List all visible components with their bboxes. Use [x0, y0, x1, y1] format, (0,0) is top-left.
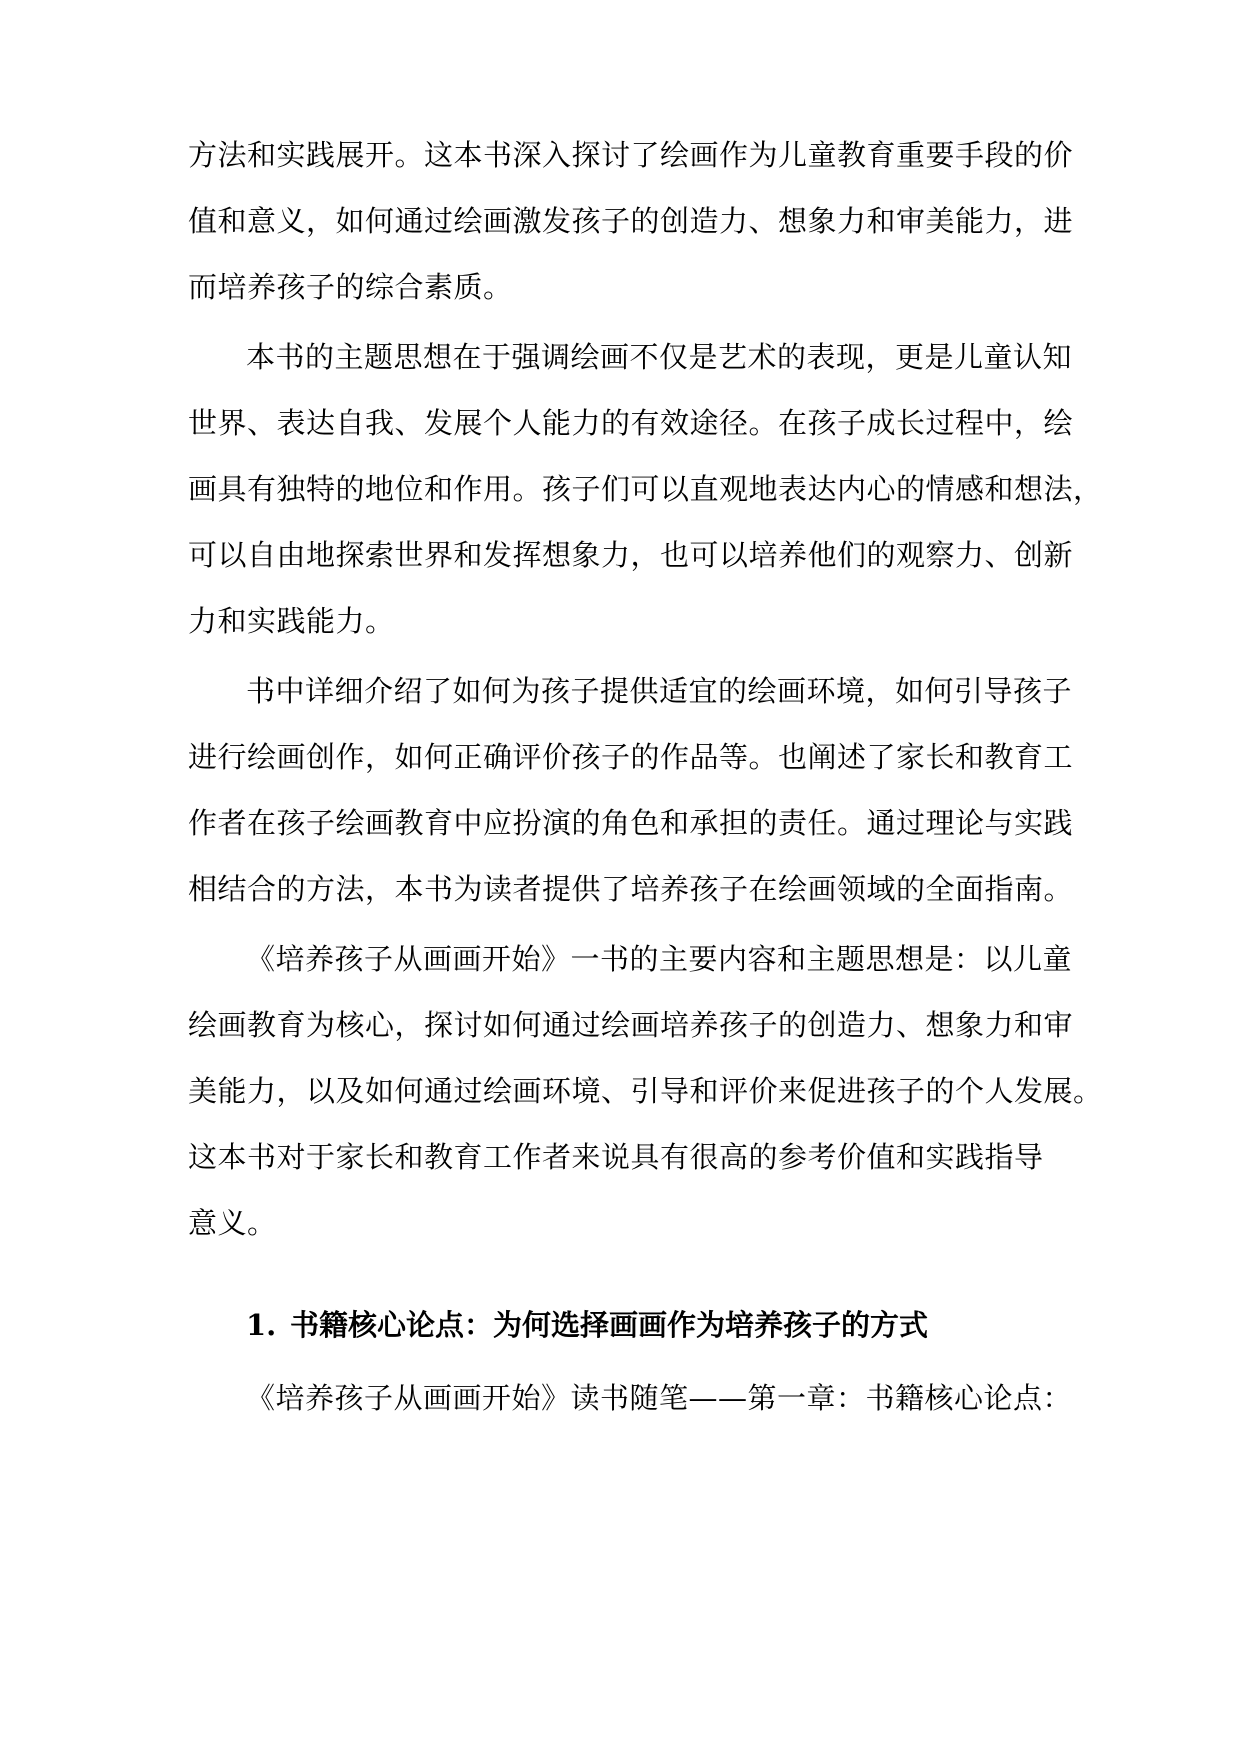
paragraph-4-line-2: 绘画教育为核心，探讨如何通过绘画培养孩子的创造力、想象力和审: [188, 1008, 1074, 1042]
paragraph-2-line-2: 世界、表达自我、发展个人能力的有效途径。在孩子成长过程中，绘: [188, 406, 1074, 440]
paragraph-3-line-3: 作者在孩子绘画教育中应扮演的角色和承担的责任。通过理论与实践: [188, 806, 1074, 840]
final-paragraph-line: 《培养孩子从画画开始》读书随笔——第一章：书籍核心论点：: [246, 1381, 1073, 1415]
paragraph-1-line-2: 值和意义，如何通过绘画激发孩子的创造力、想象力和审美能力，进: [188, 204, 1074, 238]
paragraph-4-line-1: 《培养孩子从画画开始》一书的主要内容和主题思想是：以儿童: [246, 942, 1073, 976]
paragraph-2-line-5: 力和实践能力。: [188, 604, 395, 638]
paragraph-4-line-4: 这本书对于家长和教育工作者来说具有很高的参考价值和实践指导: [188, 1140, 1044, 1174]
section-heading: [246, 1305, 928, 1345]
paragraph-1-line-3: 而培养孩子的综合素质。: [188, 270, 513, 304]
paragraph-4-line-3: 美能力，以及如何通过绘画环境、引导和评价来促进孩子的个人发展。: [188, 1074, 1103, 1108]
paragraph-2-line-4: 可以自由地探索世界和发挥想象力，也可以培养他们的观察力、创新: [188, 538, 1074, 572]
paragraph-3-line-4: 相结合的方法，本书为读者提供了培养孩子在绘画领域的全面指南。: [188, 872, 1074, 906]
paragraph-2-line-3: 画具有独特的地位和作用。孩子们可以直观地表达内心的情感和想法，: [188, 472, 1103, 506]
paragraph-4-line-5: 意义。: [188, 1206, 277, 1240]
section-heading-text: 书籍核心论点：为何选择画画作为培养孩子的方式: [290, 1308, 929, 1342]
paragraph-1-line-1: 方法和实践展开。这本书深入探讨了绘画作为儿童教育重要手段的价: [188, 138, 1074, 172]
section-heading-number: 1.: [246, 1308, 277, 1342]
paragraph-3-line-1: 书中详细介绍了如何为孩子提供适宜的绘画环境，如何引导孩子: [246, 674, 1073, 708]
paragraph-2-line-1: 本书的主题思想在于强调绘画不仅是艺术的表现，更是儿童认知: [246, 340, 1073, 374]
paragraph-3-line-2: 进行绘画创作，如何正确评价孩子的作品等。也阐述了家长和教育工: [188, 740, 1074, 774]
